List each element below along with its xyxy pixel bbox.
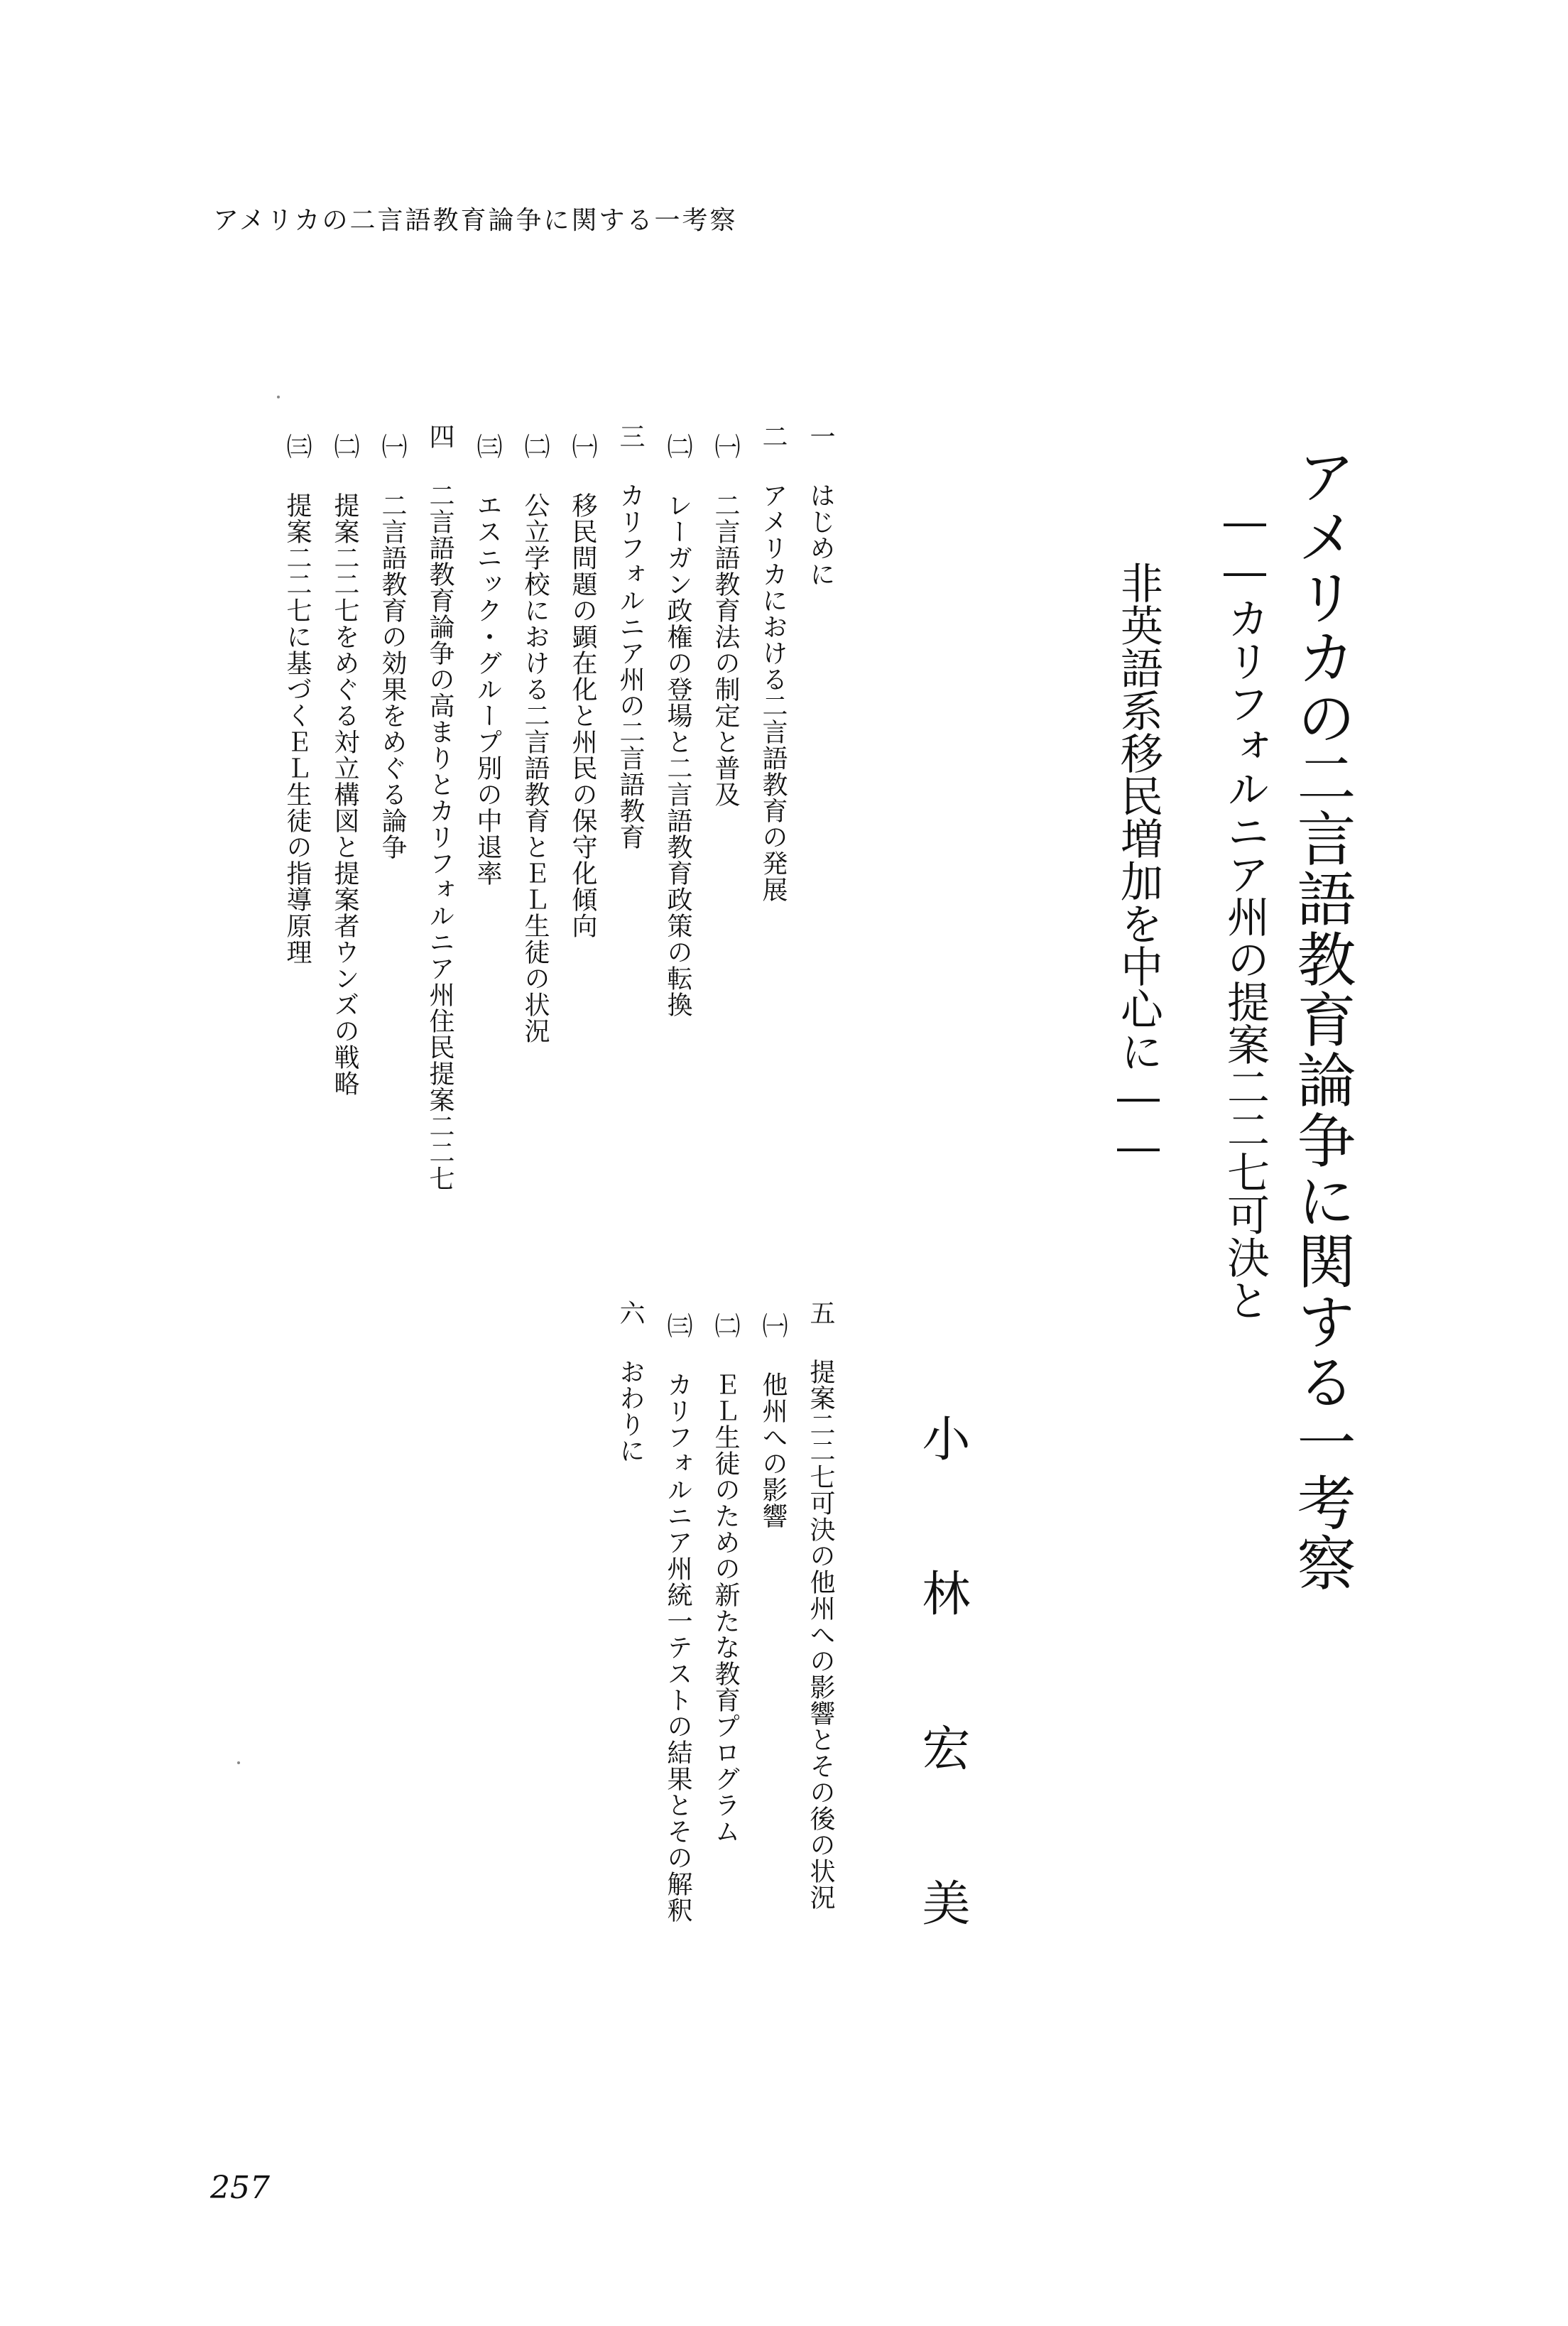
toc-item: ㈡公立学校における二言語教育とＥＬ生徒の状況: [521, 433, 550, 1044]
toc-item: ㈠二言語教育の効果をめぐる論争: [378, 433, 407, 860]
author-name: 小林宏美: [914, 1413, 970, 2033]
toc-item: ㈡ＥＬ生徒のための新たな教育プログラム: [711, 1313, 740, 1844]
toc-item: 二アメリカにおける二言語教育の発展: [758, 423, 788, 903]
toc-item: 四二言語教育論争の高まりとカリフォルニア州住民提案二二七: [425, 423, 454, 1192]
page-number: 257: [210, 2170, 270, 2206]
article-title: アメリカの二言語教育論争に関する一考察: [1287, 446, 1356, 1593]
toc-item: ㈠移民問題の顕在化と州民の保守化傾向: [568, 433, 597, 939]
toc-item: 三カリフォルニア州の二言語教育: [616, 423, 645, 850]
toc-item: ㈢提案二二七に基づくＥＬ生徒の指導原理: [283, 433, 312, 965]
toc-item: ㈠二言語教育法の制定と普及: [711, 433, 740, 808]
toc-item: 五提案二二七可決の他州への影響とその後の状況: [806, 1300, 835, 1911]
running-header: アメリカの二言語教育論争に関する一考察: [213, 206, 738, 235]
article-subtitle-line2: 非英語系移民増加を中心に――: [1114, 561, 1163, 1172]
scan-speck: [237, 1761, 240, 1764]
scan-speck: [277, 396, 280, 398]
toc-item: 一はじめに: [806, 423, 835, 587]
toc-item: 六おわりに: [616, 1300, 645, 1464]
toc-item: ㈢エスニック・グループ別の中退率: [473, 433, 502, 886]
article-subtitle-line1: ――カリフォルニア州の提案二二七可決と: [1220, 497, 1270, 1321]
toc-item: ㈢カリフォルニア州統一テストの結果とその解釈: [663, 1313, 692, 1923]
toc-item: ㈡レーガン政権の登場と二言語教育政策の転換: [663, 433, 692, 1018]
toc-item: ㈡提案二二七をめぐる対立構図と提案者ウンズの戦略: [330, 433, 359, 1097]
toc-item: ㈠他州への影響: [758, 1313, 788, 1529]
